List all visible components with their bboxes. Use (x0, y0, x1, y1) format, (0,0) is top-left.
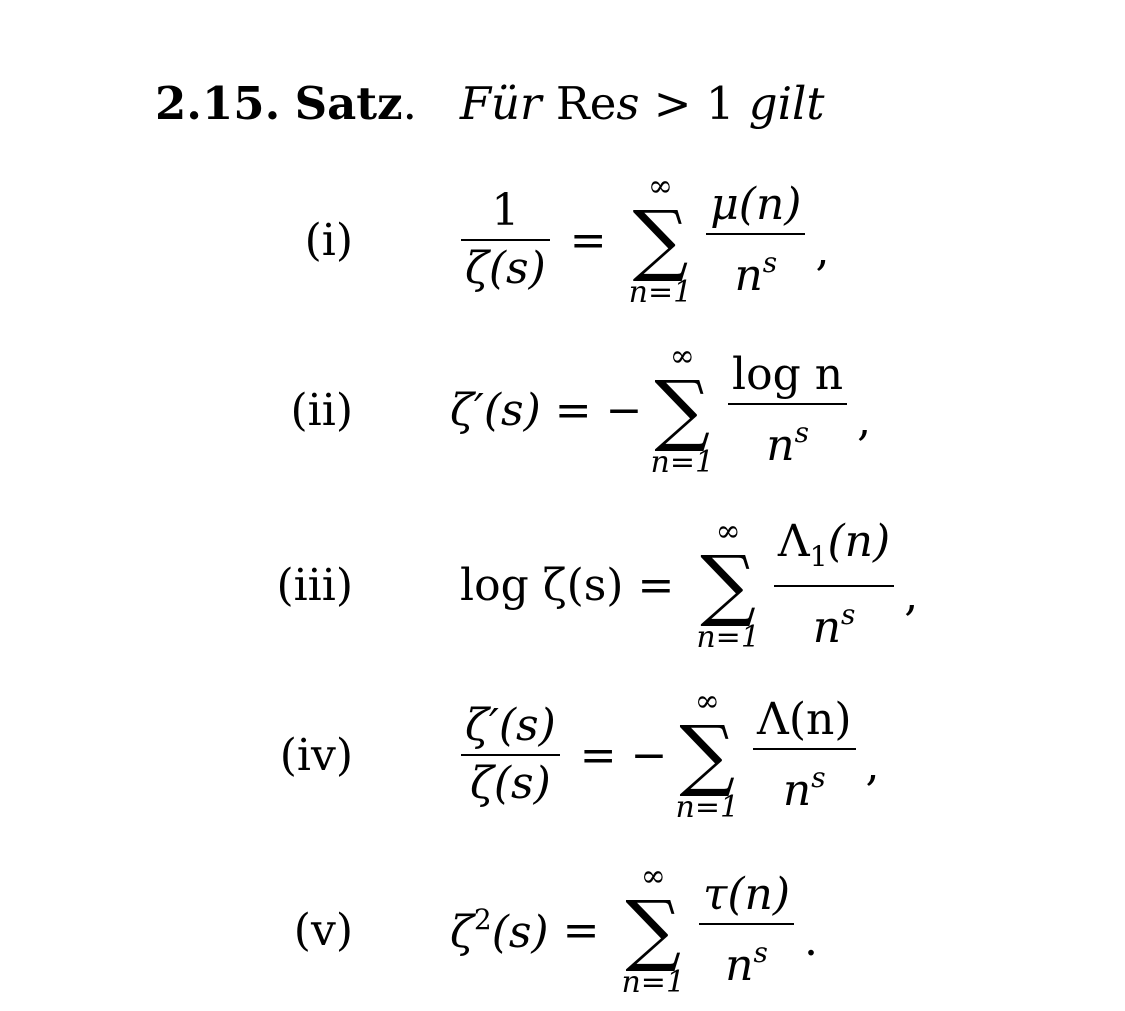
rhs-denominator (721, 925, 772, 994)
rhs-fraction (753, 692, 855, 819)
rhs-fraction (699, 867, 794, 994)
sigma-symbol: ∑ (632, 195, 689, 285)
theorem-re: Re (555, 77, 617, 130)
summation (629, 171, 693, 309)
rhs-den-base: n (725, 939, 754, 991)
formula-row-iii (0, 510, 1125, 660)
punctuation: , (904, 569, 919, 621)
formula-row-ii (0, 335, 1125, 485)
formula-row-iv (0, 680, 1125, 830)
equals-sign: = (579, 729, 617, 781)
formula (450, 335, 871, 485)
punctuation: , (865, 739, 880, 791)
item-label: (iv) (279, 729, 353, 781)
sum-upper-limit: ∞ (694, 684, 720, 719)
sum-upper-limit: ∞ (669, 339, 695, 374)
lhs-expression: log ζ(s) (460, 559, 624, 611)
item-label: (ii) (290, 384, 353, 436)
lhs-exponent: 2 (473, 902, 492, 936)
rhs-den-base: n (766, 419, 795, 471)
equals-sign: = (562, 904, 600, 956)
formula-row-i (0, 165, 1125, 315)
rhs-num-base: Λ (777, 516, 810, 567)
sigma-symbol: ∑ (654, 365, 711, 455)
rhs-den-exponent: s (753, 935, 768, 969)
lhs-denominator: ζ(s) (469, 758, 551, 809)
formula (460, 510, 918, 660)
theorem-number: 2.15. (155, 77, 281, 130)
punctuation: . (804, 914, 819, 966)
summation (696, 516, 760, 654)
sum-upper-limit: ∞ (640, 859, 666, 894)
rhs-numerator: log n (732, 348, 844, 400)
item-label: (i) (304, 214, 353, 266)
lhs-expression: ζ′(s) (450, 384, 541, 436)
lhs-fraction (461, 183, 550, 297)
formula (455, 165, 829, 315)
item-label: (v) (293, 904, 353, 956)
equals-sign: = (637, 559, 675, 611)
rhs-den-base: n (734, 249, 763, 301)
sigma-symbol: ∑ (625, 885, 682, 975)
rhs-numerator: μ(n) (710, 178, 802, 230)
sum-lower-limit: n=1 (628, 275, 693, 310)
sigma-symbol: ∑ (679, 710, 736, 800)
sum-upper-limit: ∞ (715, 514, 741, 549)
equals-sign: = (554, 384, 592, 436)
theorem-gt: > (653, 77, 692, 130)
rhs-denominator (730, 235, 781, 304)
theorem-word: Satz (294, 77, 403, 130)
equals-sign: = (569, 214, 607, 266)
rhs-den-base: n (812, 602, 842, 653)
summation (676, 686, 740, 824)
punctuation: , (857, 394, 872, 446)
sum-upper-limit: ∞ (647, 169, 673, 204)
rhs-denominator (779, 750, 830, 819)
rhs-numerator: τ(n) (703, 868, 791, 920)
theorem-one: 1 (705, 77, 735, 130)
rhs-den-base: n (782, 764, 812, 816)
rhs-denominator (809, 587, 860, 656)
rhs-den-exponent: s (794, 415, 809, 449)
formula-row-v (0, 855, 1125, 1005)
lhs-base: ζ (450, 906, 474, 958)
lhs-denominator: ζ(s) (465, 243, 546, 294)
theorem-gilt: gilt (748, 77, 825, 130)
rhs-den-exponent: s (762, 245, 778, 279)
theorem-dot: . (402, 77, 417, 130)
rhs-numerator (774, 514, 894, 585)
rhs-fraction (774, 514, 894, 656)
punctuation: , (815, 224, 830, 276)
minus-sign: − (630, 729, 668, 781)
rhs-num-subscript: 1 (809, 540, 828, 573)
sum-lower-limit: n=1 (675, 790, 740, 825)
rhs-fraction (728, 347, 847, 474)
theorem-heading (155, 74, 824, 134)
sum-lower-limit: n=1 (650, 445, 715, 480)
lhs-argument: (s) (491, 906, 549, 958)
rhs-numerator: Λ(n) (757, 693, 852, 745)
theorem-fur: Für (459, 77, 542, 130)
rhs-den-exponent: s (841, 598, 856, 631)
formula (450, 855, 818, 1005)
theorem-s: s (616, 77, 640, 130)
lhs-fraction (461, 698, 560, 812)
lhs-expression (450, 903, 549, 958)
lhs-numerator: ζ′(s) (465, 700, 556, 751)
formula (455, 680, 880, 830)
sum-lower-limit: n=1 (621, 965, 686, 1000)
rhs-den-exponent: s (811, 760, 826, 794)
item-label: (iii) (276, 559, 353, 611)
minus-sign: − (605, 384, 643, 436)
sum-lower-limit: n=1 (696, 620, 760, 655)
sigma-symbol: ∑ (700, 540, 756, 630)
rhs-num-argument: (n) (827, 516, 891, 567)
rhs-denominator (762, 405, 813, 474)
lhs-numerator: 1 (491, 185, 520, 236)
rhs-fraction (706, 177, 805, 304)
summation (621, 861, 685, 999)
summation (651, 341, 715, 479)
